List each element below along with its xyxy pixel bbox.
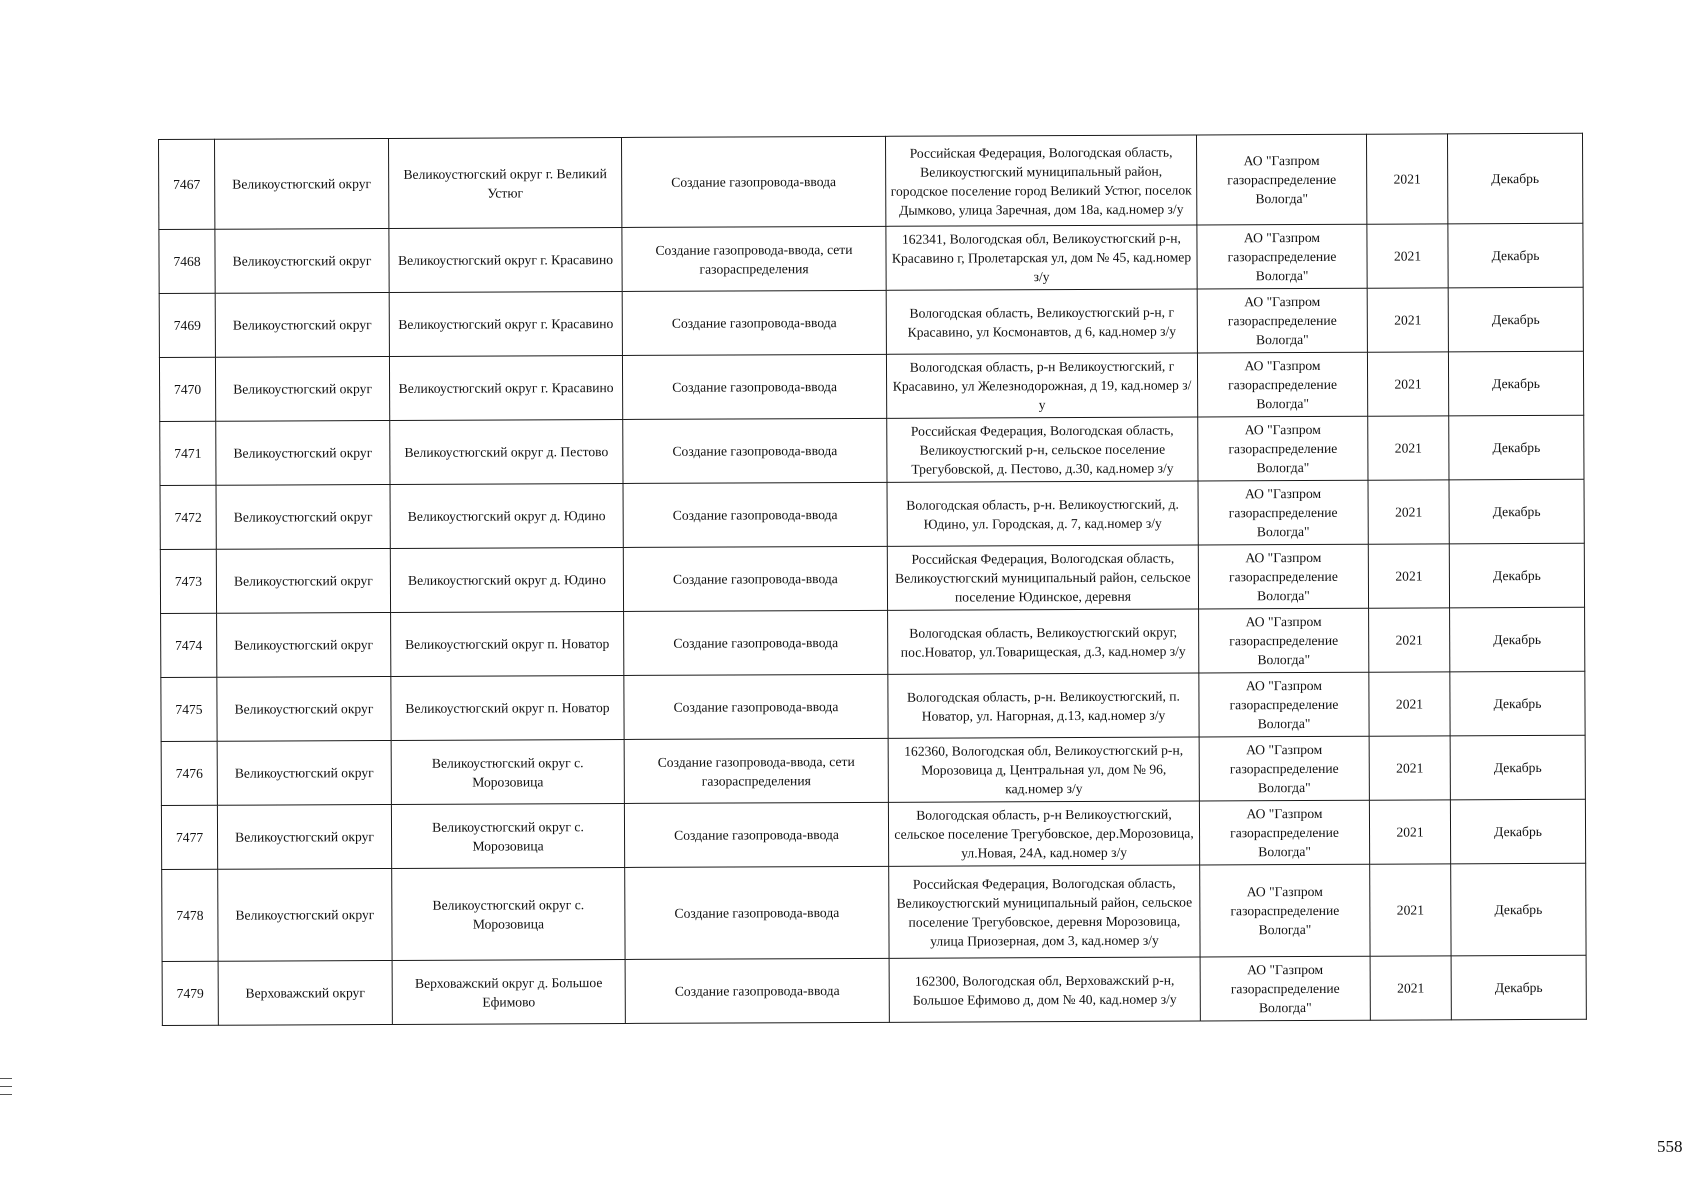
object-address: Вологодская область, р-н. Великоустюгский, п. Новатор, ул. Нагорная, д.13, кад.номер з/у bbox=[888, 673, 1199, 738]
object-address: Российская Федерация, Вологодская область, Великоустюгский муниципальный район, сельское поселение Юдинское, деревня bbox=[887, 545, 1198, 610]
locality-name: Великоустюгский округ с. Морозовица bbox=[391, 803, 624, 868]
locality-name: Великоустюгский округ г. Великий Устюг bbox=[389, 137, 622, 228]
month: Декабрь bbox=[1450, 671, 1585, 736]
table-row bbox=[161, 671, 1585, 741]
row-number: 7470 bbox=[159, 357, 215, 421]
organization: АО "Газпром газораспределение Вологда" bbox=[1197, 352, 1367, 417]
work-type: Создание газопровода-ввода bbox=[624, 674, 888, 739]
month: Декабрь bbox=[1450, 607, 1585, 672]
district-name: Великоустюгский округ bbox=[217, 676, 391, 741]
organization: АО "Газпром газораспределение Вологда" bbox=[1199, 736, 1369, 801]
month: Декабрь bbox=[1449, 415, 1584, 480]
row-number: 7476 bbox=[161, 741, 217, 805]
year: 2021 bbox=[1369, 608, 1450, 672]
table-row bbox=[161, 799, 1585, 869]
object-address: Вологодская область, Великоустюгский р-н, г Красавино, ул Космонавтов, д 6, кад.номер з/у bbox=[886, 289, 1197, 354]
table-row bbox=[159, 223, 1583, 293]
year: 2021 bbox=[1369, 800, 1450, 864]
organization: АО "Газпром газораспределение Вологда" bbox=[1199, 800, 1369, 865]
locality-name: Великоустюгский округ г. Красавино bbox=[389, 291, 622, 356]
month: Декабрь bbox=[1451, 955, 1586, 1020]
year: 2021 bbox=[1368, 480, 1449, 544]
locality-name: Великоустюгский округ п. Новатор bbox=[391, 675, 624, 740]
month: Декабрь bbox=[1450, 735, 1585, 800]
table-row bbox=[160, 479, 1584, 549]
organization: АО "Газпром газораспределение Вологда" bbox=[1198, 544, 1368, 609]
month: Декабрь bbox=[1448, 351, 1583, 416]
object-address: 162360, Вологодская обл, Великоустюгский р-н, Морозовица д, Центральная ул, дом № 96, кад.номер з/у bbox=[888, 737, 1199, 802]
work-type: Создание газопровода-ввода bbox=[623, 418, 887, 483]
year: 2021 bbox=[1367, 352, 1448, 416]
object-address: Российская Федерация, Вологодская область, Великоустюгский муниципальный район, городское поселение город Великий Устюг, поселок Дымково, улица Заречная, дом 18а, кад.номер з/у bbox=[885, 135, 1196, 226]
locality-name: Великоустюгский округ с. Морозовица bbox=[392, 867, 625, 960]
locality-name: Великоустюгский округ д. Юдино bbox=[390, 547, 623, 612]
year: 2021 bbox=[1368, 544, 1449, 608]
year: 2021 bbox=[1370, 864, 1451, 956]
work-type: Создание газопровода-ввода, сети газораспределения bbox=[622, 226, 886, 291]
district-name: Великоустюгский округ bbox=[217, 804, 391, 869]
work-type: Создание газопровода-ввода bbox=[623, 482, 887, 547]
year: 2021 bbox=[1369, 736, 1450, 800]
organization: АО "Газпром газораспределение Вологда" bbox=[1200, 956, 1370, 1021]
organization: АО "Газпром газораспределение Вологда" bbox=[1197, 224, 1367, 289]
organization: АО "Газпром газораспределение Вологда" bbox=[1197, 288, 1367, 353]
work-type: Создание газопровода-ввода bbox=[625, 866, 889, 959]
row-number: 7473 bbox=[160, 549, 216, 613]
district-name: Великоустюгский округ bbox=[215, 292, 389, 357]
table-row bbox=[162, 955, 1586, 1025]
organization: АО "Газпром газораспределение Вологда" bbox=[1196, 134, 1366, 225]
locality-name: Великоустюгский округ д. Юдино bbox=[390, 483, 623, 548]
row-number: 7471 bbox=[160, 421, 216, 485]
gas-connection-table bbox=[158, 133, 1587, 1026]
year: 2021 bbox=[1370, 956, 1451, 1020]
month: Декабрь bbox=[1448, 223, 1583, 288]
work-type: Создание газопровода-ввода bbox=[621, 136, 885, 227]
district-name: Великоустюгский округ bbox=[215, 228, 389, 293]
month: Декабрь bbox=[1449, 479, 1584, 544]
object-address: Российская Федерация, Вологодская область, Великоустюгский муниципальный район, сельское поселение Трегубовское, деревня Морозовица, улица Приозерная, дом 3, кад.номер з/у bbox=[889, 865, 1200, 958]
binding-mark bbox=[0, 1078, 12, 1102]
organization: АО "Газпром газораспределение Вологда" bbox=[1198, 416, 1368, 481]
locality-name: Великоустюгский округ п. Новатор bbox=[391, 611, 624, 676]
table-row bbox=[161, 735, 1585, 805]
month: Декабрь bbox=[1449, 543, 1584, 608]
month: Декабрь bbox=[1450, 799, 1585, 864]
district-name: Великоустюгский округ bbox=[217, 612, 391, 677]
row-number: 7467 bbox=[159, 139, 215, 229]
row-number: 7472 bbox=[160, 485, 216, 549]
year: 2021 bbox=[1366, 134, 1447, 224]
locality-name: Верховажский округ д. Большое Ефимово bbox=[392, 959, 625, 1024]
district-name: Великоустюгский округ bbox=[216, 548, 390, 613]
district-name: Великоустюгский округ bbox=[215, 356, 389, 421]
table-row bbox=[159, 133, 1583, 229]
object-address: Вологодская область, р-н Великоустюгский, г Красавино, ул Железнодорожная, д 19, кад.номер з/у bbox=[886, 353, 1197, 418]
month: Декабрь bbox=[1448, 287, 1583, 352]
organization: АО "Газпром газораспределение Вологда" bbox=[1199, 608, 1369, 673]
table-row bbox=[160, 543, 1584, 613]
page-number: 558 bbox=[1657, 1137, 1683, 1156]
row-number: 7479 bbox=[162, 961, 218, 1025]
organization: АО "Газпром газораспределение Вологда" bbox=[1198, 480, 1368, 545]
table-row bbox=[159, 351, 1583, 421]
work-type: Создание газопровода-ввода bbox=[625, 958, 889, 1023]
table-row bbox=[160, 415, 1584, 485]
locality-name: Великоустюгский округ д. Пестово bbox=[390, 419, 623, 484]
year: 2021 bbox=[1367, 288, 1448, 352]
row-number: 7477 bbox=[161, 805, 217, 869]
locality-name: Великоустюгский округ с. Морозовица bbox=[391, 739, 624, 804]
district-name: Великоустюгский округ bbox=[216, 420, 390, 485]
organization: АО "Газпром газораспределение Вологда" bbox=[1199, 672, 1369, 737]
object-address: Российская Федерация, Вологодская область, Великоустюгский р-н, сельское поселение Трегубовской, д. Пестово, д.30, кад.номер з/у bbox=[887, 417, 1198, 482]
district-name: Великоустюгский округ bbox=[215, 138, 389, 229]
district-name: Верховажский округ bbox=[218, 960, 392, 1025]
month: Декабрь bbox=[1451, 863, 1586, 956]
work-type: Создание газопровода-ввода bbox=[622, 354, 886, 419]
object-address: 162300, Вологодская обл, Верховажский р-н, Большое Ефимово д, дом № 40, кад.номер з/у bbox=[889, 957, 1200, 1022]
work-type: Создание газопровода-ввода, сети газораспределения bbox=[624, 738, 888, 803]
month: Декабрь bbox=[1447, 133, 1582, 224]
work-type: Создание газопровода-ввода bbox=[624, 610, 888, 675]
locality-name: Великоустюгский округ г. Красавино bbox=[389, 227, 622, 292]
locality-name: Великоустюгский округ г. Красавино bbox=[389, 355, 622, 420]
object-address: Вологодская область, р-н. Великоустюгский, д. Юдино, ул. Городская, д. 7, кад.номер з/у bbox=[887, 481, 1198, 546]
object-address: Вологодская область, Великоустюгский округ, пос.Новатор, ул.Товарищеская, д.3, кад.номер з/у bbox=[888, 609, 1199, 674]
table-row bbox=[159, 287, 1583, 357]
row-number: 7475 bbox=[161, 677, 217, 741]
year: 2021 bbox=[1369, 672, 1450, 736]
year: 2021 bbox=[1367, 224, 1448, 288]
work-type: Создание газопровода-ввода bbox=[622, 290, 886, 355]
work-type: Создание газопровода-ввода bbox=[624, 802, 888, 867]
district-name: Великоустюгский округ bbox=[217, 740, 391, 805]
row-number: 7468 bbox=[159, 229, 215, 293]
object-address: 162341, Вологодская обл, Великоустюгский р-н, Красавино г, Пролетарская ул, дом № 45, кад.номер з/у bbox=[886, 225, 1197, 290]
row-number: 7469 bbox=[159, 293, 215, 357]
district-name: Великоустюгский округ bbox=[218, 868, 392, 961]
table-row bbox=[161, 607, 1585, 677]
organization: АО "Газпром газораспределение Вологда" bbox=[1200, 864, 1370, 957]
year: 2021 bbox=[1368, 416, 1449, 480]
row-number: 7478 bbox=[162, 869, 218, 961]
work-type: Создание газопровода-ввода bbox=[623, 546, 887, 611]
district-name: Великоустюгский округ bbox=[216, 484, 390, 549]
table-row bbox=[162, 863, 1586, 961]
row-number: 7474 bbox=[161, 613, 217, 677]
object-address: Вологодская область, р-н Великоустюгский, сельское поселение Трегубовское, дер.Морозовица, ул.Новая, 24А, кад.номер з/у bbox=[888, 801, 1199, 866]
